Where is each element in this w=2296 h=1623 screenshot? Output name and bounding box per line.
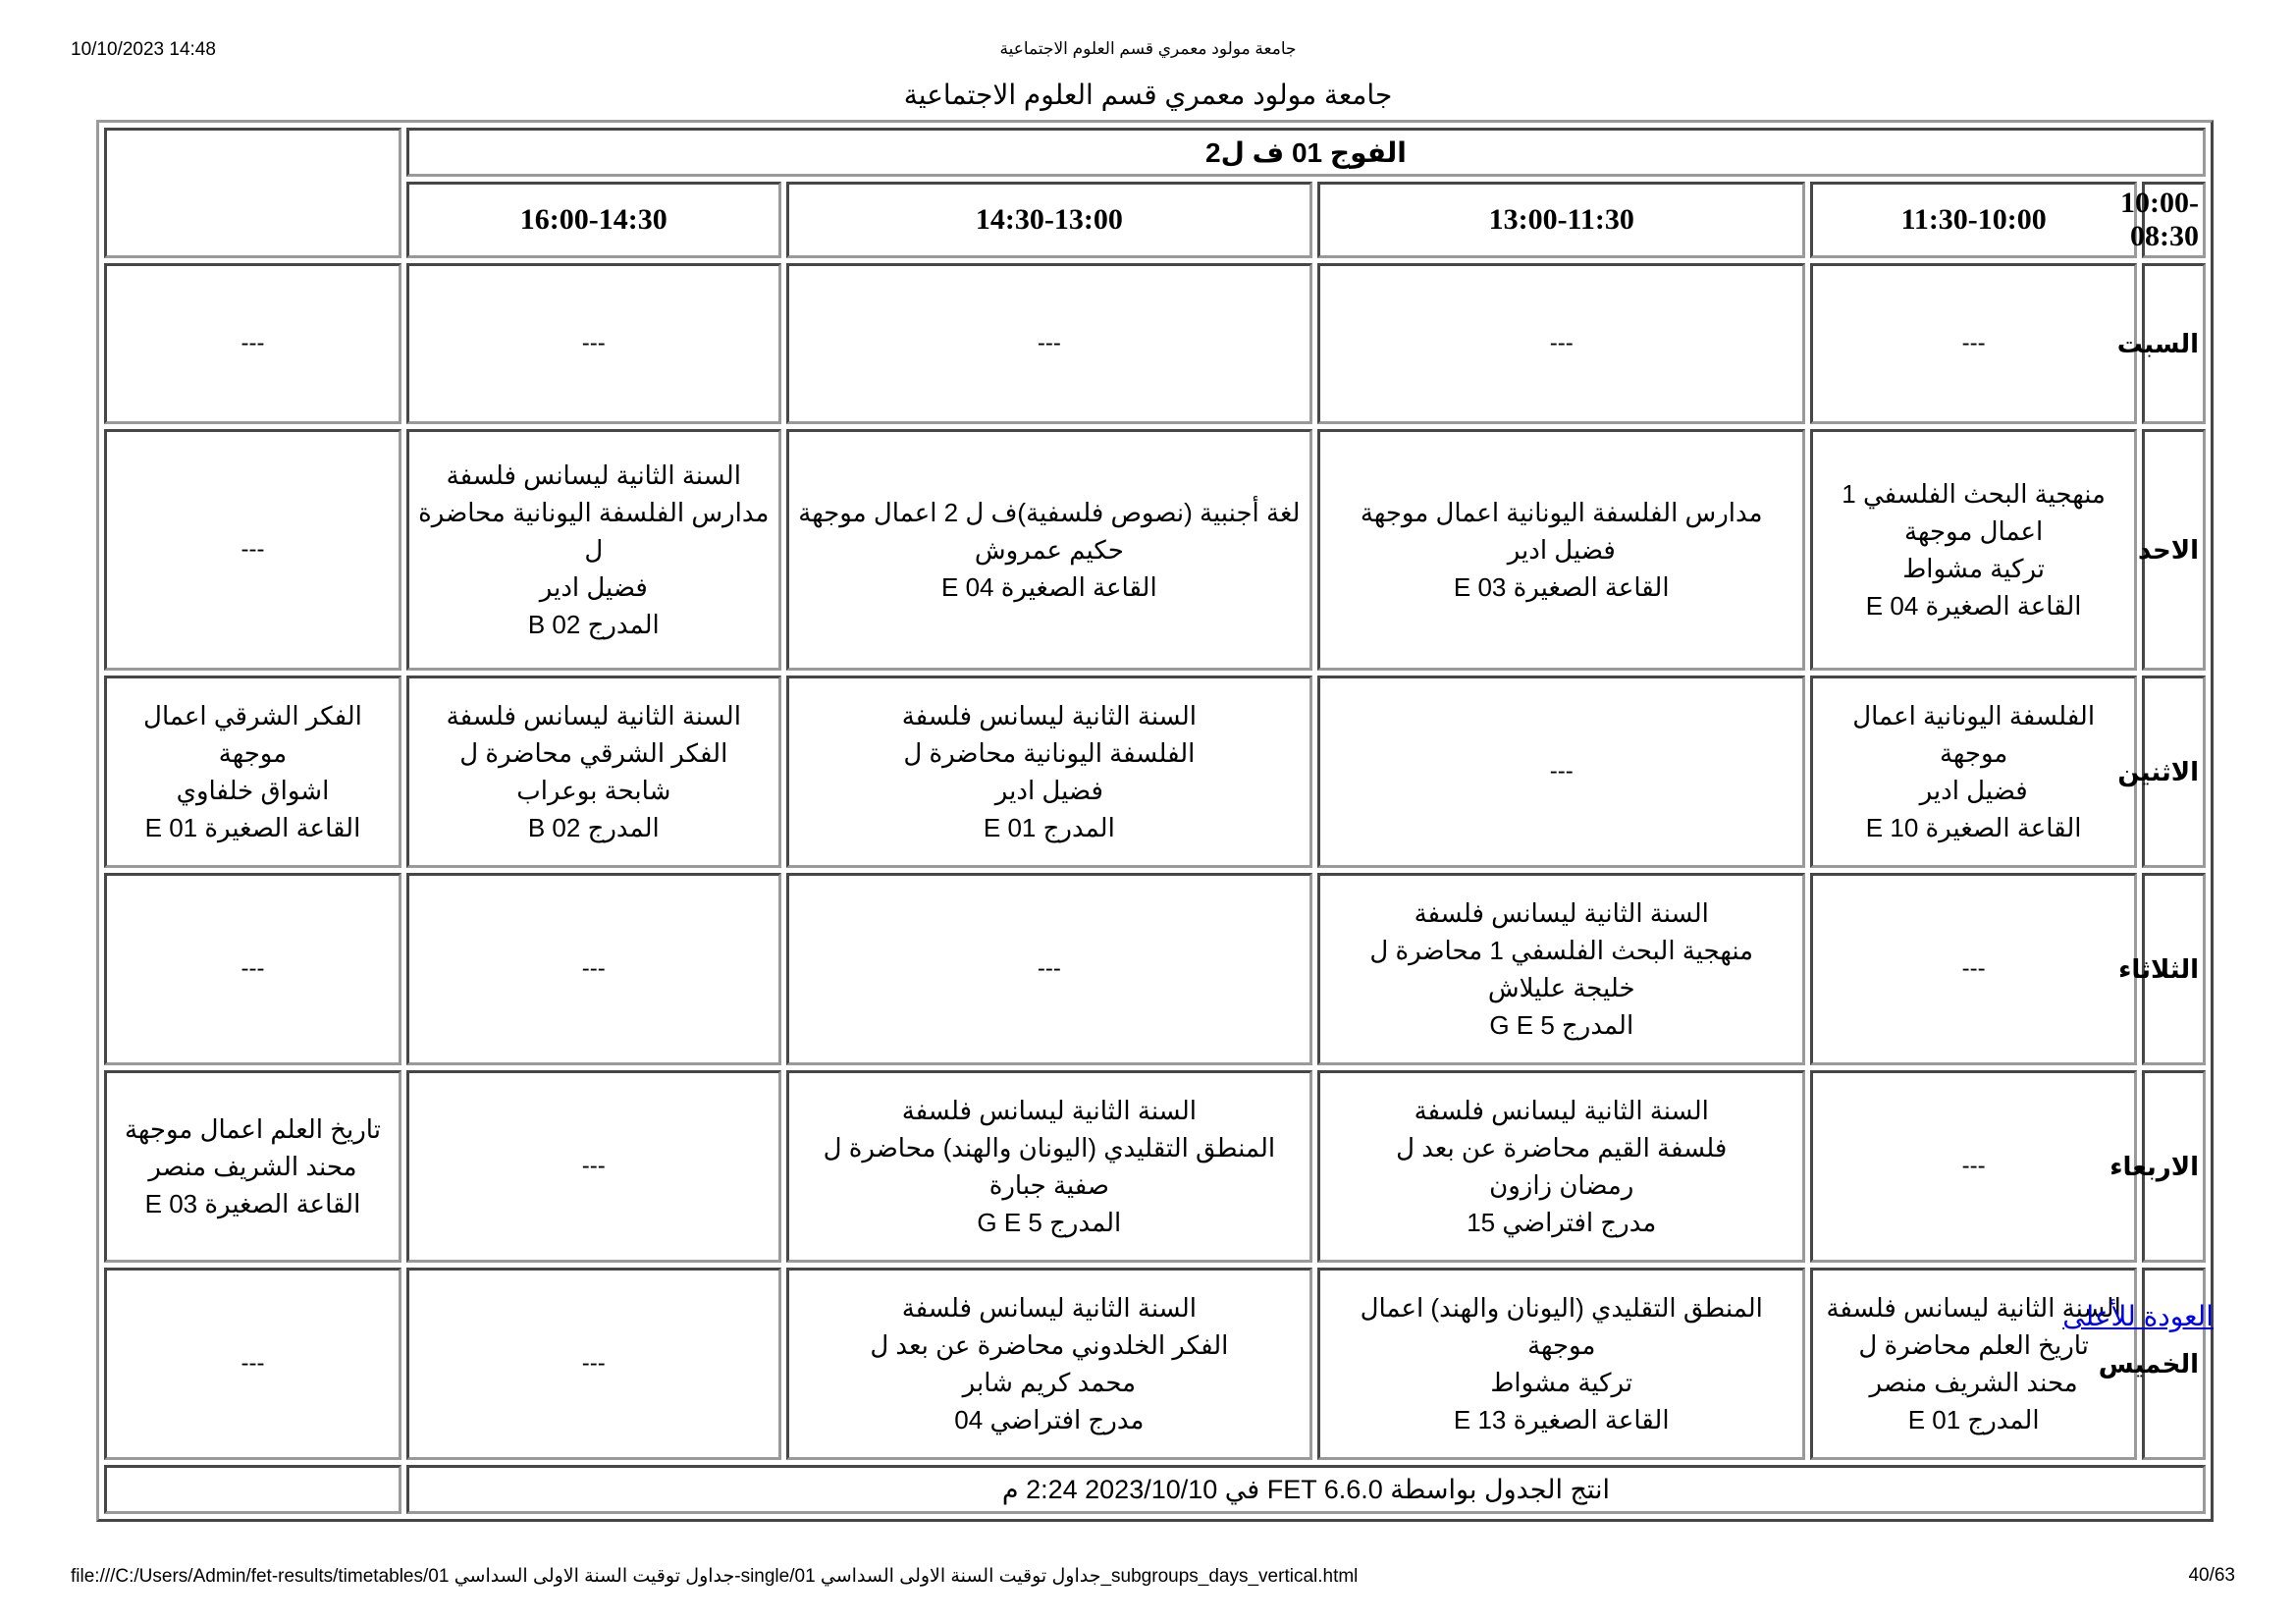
activity-line: الفكر الخلدوني محاضرة عن بعد ل bbox=[870, 1330, 1229, 1360]
activity-line: السنة الثانية ليسانس فلسفة bbox=[901, 1293, 1198, 1323]
corner-cell bbox=[104, 128, 401, 258]
print-datetime: 10/10/2023 14:48 bbox=[71, 39, 216, 60]
empty-slot-marker: --- bbox=[240, 955, 265, 982]
activity-line: تاريخ العلم اعمال موجهة bbox=[124, 1114, 381, 1144]
day-label: الاربعاء bbox=[2142, 1070, 2206, 1263]
empty-slot-cell bbox=[1317, 263, 1805, 424]
activity-line: تاريخ العلم محاضرة ل bbox=[1858, 1330, 2089, 1360]
activity-line: المدرج E 01 bbox=[1907, 1405, 2040, 1434]
activity-line: المدرج E 01 bbox=[983, 813, 1115, 842]
activity-line: القاعة الصغيرة E 01 bbox=[144, 813, 361, 842]
activity-line: مدرج افتراضي 04 bbox=[954, 1405, 1145, 1434]
day-label: الاثنين bbox=[2142, 676, 2206, 868]
activity-cell bbox=[786, 1268, 1312, 1460]
timetable-body bbox=[104, 263, 2206, 1460]
activity-line: فضيل ادير bbox=[994, 776, 1103, 805]
print-file-path: file:///C:/Users/Admin/fet-results/timetables/01 جداول توقيت السنة الاولى السداسي-single/01 جداول توقيت السنة الاولى السداسي_subgroups_days_vertical.html bbox=[71, 1566, 1359, 1587]
activity-line: منهجية البحث الفلسفي 1 اعمال موجهة bbox=[1842, 479, 2106, 546]
day-label: السبت bbox=[2142, 263, 2206, 424]
activity-cell bbox=[786, 429, 1312, 671]
time-slot-header: 10:00-08:30 bbox=[2142, 182, 2206, 258]
print-page-number: 40/63 bbox=[2188, 1565, 2235, 1586]
activity-line: تركية مشواط bbox=[1490, 1368, 1633, 1397]
empty-slot-cell bbox=[1317, 676, 1805, 868]
day-row bbox=[104, 676, 2206, 868]
activity-cell bbox=[1317, 429, 1805, 671]
empty-slot-marker: --- bbox=[1037, 955, 1061, 982]
activity-line: محند الشريف منصر bbox=[1869, 1368, 2078, 1397]
timetable bbox=[96, 120, 2214, 1522]
empty-slot-cell bbox=[406, 873, 781, 1065]
empty-slot-cell bbox=[406, 1268, 781, 1460]
empty-slot-marker: --- bbox=[240, 330, 265, 356]
empty-slot-cell bbox=[406, 1070, 781, 1263]
activity-line: لغة أجنبية (نصوص فلسفية)ف ل 2 اعمال موجهة bbox=[798, 498, 1301, 527]
activity-line: المدرج G E 5 bbox=[977, 1208, 1122, 1237]
empty-slot-marker: --- bbox=[1549, 330, 1574, 356]
empty-slot-cell bbox=[104, 429, 401, 671]
activity-line: فلسفة القيم محاضرة عن بعد ل bbox=[1396, 1133, 1728, 1163]
activity-line: الفكر الشرقي محاضرة ل bbox=[459, 738, 728, 768]
activity-line: السنة الثانية ليسانس فلسفة bbox=[1826, 1293, 2121, 1323]
time-slot-header-row bbox=[104, 182, 2206, 258]
print-document-title: جامعة مولود معمري قسم العلوم الاجتماعية bbox=[999, 39, 1297, 58]
activity-line: السنة الثانية ليسانس فلسفة bbox=[1414, 1096, 1709, 1125]
activity-line: فضيل ادير bbox=[1919, 776, 2028, 805]
day-label: الثلاثاء bbox=[2142, 873, 2206, 1065]
back-to-top-link[interactable]: العودة للأعلى bbox=[2062, 1301, 2214, 1331]
activity-cell bbox=[1810, 1268, 2136, 1460]
activity-cell bbox=[1317, 1070, 1805, 1263]
time-slot-header: 13:00-11:30 bbox=[1317, 182, 1805, 258]
activity-line: المنطق التقليدي (اليونان والهند) اعمال موجهة bbox=[1360, 1293, 1763, 1360]
empty-slot-cell bbox=[786, 873, 1312, 1065]
activity-line: السنة الثانية ليسانس فلسفة bbox=[901, 1096, 1198, 1125]
empty-slot-marker: --- bbox=[581, 1350, 606, 1377]
activity-line: الفكر الشرقي اعمال موجهة bbox=[143, 701, 362, 768]
activity-line: حكيم عمروش bbox=[974, 535, 1124, 565]
activity-line: مدرج افتراضي 15 bbox=[1467, 1208, 1657, 1237]
activity-line: المدرج B 02 bbox=[527, 610, 660, 639]
activity-cell bbox=[786, 1070, 1312, 1263]
activity-line: خليجة عليلاش bbox=[1487, 973, 1635, 1002]
day-row bbox=[104, 873, 2206, 1065]
activity-line: المدرج G E 5 bbox=[1489, 1010, 1634, 1040]
empty-slot-marker: --- bbox=[1961, 955, 1986, 982]
activity-line: السنة الثانية ليسانس فلسفة bbox=[446, 701, 741, 730]
activity-line: الفلسفة اليونانية محاضرة ل bbox=[903, 738, 1196, 768]
footer-empty-cell bbox=[104, 1465, 401, 1514]
activity-cell bbox=[1317, 1268, 1805, 1460]
day-row bbox=[104, 263, 2206, 424]
activity-line: القاعة الصغيرة E 03 bbox=[144, 1189, 361, 1218]
day-label: الاحد bbox=[2142, 429, 2206, 671]
page-title: جامعة مولود معمري قسم العلوم الاجتماعية bbox=[903, 80, 1393, 110]
day-label: الخميس bbox=[2142, 1268, 2206, 1460]
activity-line: القاعة الصغيرة E 10 bbox=[1865, 813, 2082, 842]
empty-slot-marker: --- bbox=[1549, 758, 1574, 784]
day-row bbox=[104, 429, 2206, 671]
generated-by-footer: انتج الجدول بواسطة FET 6.6.0 في 2023/10/10 2:24 م bbox=[406, 1465, 2206, 1514]
activity-line: المدرج B 02 bbox=[527, 813, 660, 842]
empty-slot-marker: --- bbox=[581, 330, 606, 356]
empty-slot-cell bbox=[104, 263, 401, 424]
empty-slot-marker: --- bbox=[240, 536, 265, 563]
activity-line: صفية جبارة bbox=[988, 1170, 1109, 1200]
activity-line: المنطق التقليدي (اليونان والهند) محاضرة ل bbox=[823, 1133, 1276, 1163]
empty-slot-marker: --- bbox=[1037, 330, 1061, 356]
activity-cell bbox=[1810, 676, 2136, 868]
day-row bbox=[104, 1070, 2206, 1263]
activity-line: فضيل ادير bbox=[539, 572, 648, 602]
empty-slot-cell bbox=[1810, 873, 2136, 1065]
activity-cell bbox=[406, 676, 781, 868]
activity-line: السنة الثانية ليسانس فلسفة bbox=[446, 460, 741, 490]
empty-slot-cell bbox=[1810, 263, 2136, 424]
activity-line: الفلسفة اليونانية اعمال موجهة bbox=[1852, 701, 2096, 768]
activity-line: فضيل ادير bbox=[1507, 535, 1616, 565]
activity-line: القاعة الصغيرة E 04 bbox=[1865, 591, 2082, 621]
activity-cell bbox=[1810, 429, 2136, 671]
activity-line: شابحة بوعراب bbox=[516, 776, 671, 805]
activity-line: رمضان زازون bbox=[1489, 1170, 1634, 1200]
activity-line: تركية مشواط bbox=[1902, 554, 2046, 583]
time-slot-header: 11:30-10:00 bbox=[1810, 182, 2136, 258]
activity-line: السنة الثانية ليسانس فلسفة bbox=[1414, 898, 1709, 928]
empty-slot-cell bbox=[406, 263, 781, 424]
time-slot-header: 14:30-13:00 bbox=[786, 182, 1312, 258]
empty-slot-cell bbox=[104, 1268, 401, 1460]
empty-slot-marker: --- bbox=[1961, 330, 1986, 356]
activity-line: محند الشريف منصر bbox=[148, 1152, 357, 1181]
empty-slot-marker: --- bbox=[240, 1350, 265, 1377]
group-title: الفوج 01 ف ل2 bbox=[406, 128, 2206, 177]
empty-slot-cell bbox=[1810, 1070, 2136, 1263]
activity-cell bbox=[786, 676, 1312, 868]
empty-slot-cell bbox=[104, 873, 401, 1065]
activity-cell bbox=[104, 676, 401, 868]
time-slot-header: 16:00-14:30 bbox=[406, 182, 781, 258]
activity-line: منهجية البحث الفلسفي 1 محاضرة ل bbox=[1369, 936, 1754, 965]
activity-cell bbox=[406, 429, 781, 671]
activity-line: مدارس الفلسفة اليونانية اعمال موجهة bbox=[1360, 498, 1763, 527]
activity-line: القاعة الصغيرة E 13 bbox=[1453, 1405, 1670, 1434]
day-row bbox=[104, 1268, 2206, 1460]
activity-cell bbox=[104, 1070, 401, 1263]
activity-line: مدارس الفلسفة اليونانية محاضرة ل bbox=[418, 498, 770, 565]
empty-slot-marker: --- bbox=[581, 1153, 606, 1179]
activity-line: القاعة الصغيرة E 04 bbox=[941, 572, 1157, 602]
activity-line: محمد كريم شابر bbox=[962, 1368, 1137, 1397]
empty-slot-marker: --- bbox=[1961, 1153, 1986, 1179]
empty-slot-cell bbox=[786, 263, 1312, 424]
activity-line: القاعة الصغيرة E 03 bbox=[1453, 572, 1670, 602]
activity-cell bbox=[1317, 873, 1805, 1065]
activity-line: السنة الثانية ليسانس فلسفة bbox=[901, 701, 1198, 730]
activity-line: اشواق خلفاوي bbox=[176, 776, 330, 805]
empty-slot-marker: --- bbox=[581, 955, 606, 982]
